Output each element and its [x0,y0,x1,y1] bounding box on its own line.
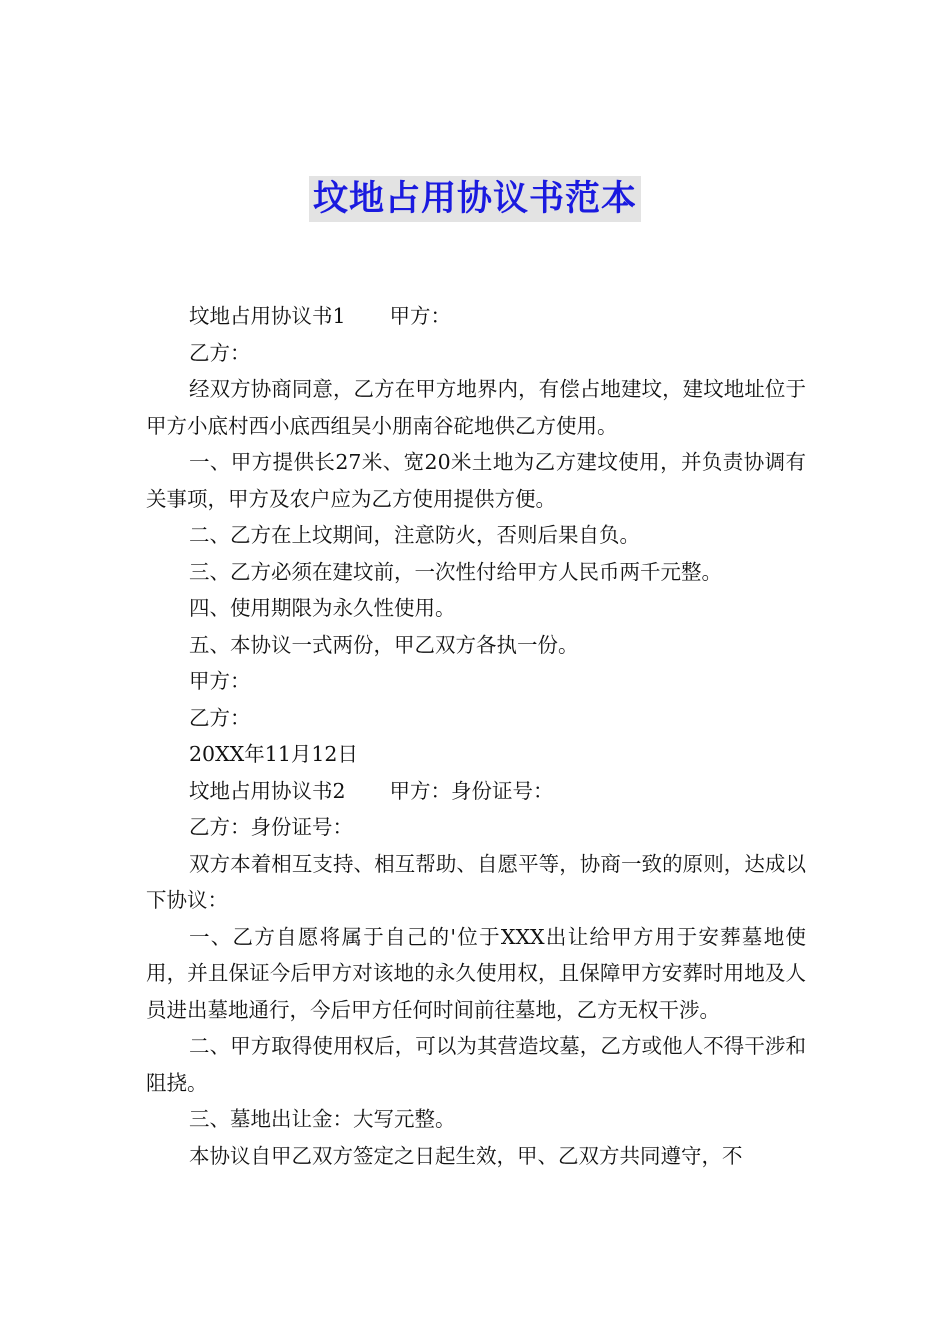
paragraph: 本协议自甲乙双方签定之日起生效，甲、乙双方共同遵守，不 [189,1143,743,1168]
party-a-id-label: 甲方：身份证号： [389,778,554,803]
section-heading: 坟地占用协议书1 [189,304,346,328]
paragraph: 经双方协商同意，乙方在甲方地界内，有偿占地建坟，建坟地址位于甲方小底村西小底西组吴小朋南谷砣地供乙方使用。 [146,377,806,438]
signature-date: 20XX年11月12日 [189,742,358,766]
party-b-id-label: 乙方：身份证号： [189,815,353,839]
paragraph-agreement-2-header [146,773,806,810]
paragraph: 乙方： [189,340,251,365]
paragraph: 二、甲方取得使用权后，可以为其营造坟墓，乙方或他人不得干涉和阻挠。 [146,1034,806,1095]
party-a-label: 甲方： [389,304,452,328]
paragraph: 一、乙方自愿将属于自己的'位于XXX出让给甲方用于安葬墓地使用，并且保证今后甲方对该地的永久使用权，且保障甲方安葬时用地及人员进出墓地通行，今后甲方任何时间前往墓地，乙方无权干涉。 [146,924,806,1022]
paragraph: 一、甲方提供长27米、宽20米土地为乙方建坟使用，并负责协调有关事项，甲方及农户应为乙方使用提供方便。 [146,450,806,511]
document-body [146,298,806,1174]
document-title: 坟地占用协议书范本 [309,176,641,222]
paragraph: 二、乙方在上坟期间，注意防火，否则后果自负。 [189,523,640,547]
paragraph: 五、本协议一式两份，甲乙双方各执一份。 [189,632,579,657]
section-heading: 坟地占用协议书2 [189,778,346,803]
paragraph: 三、墓地出让金：大写元整。 [189,1107,456,1131]
paragraph: 三、乙方必须在建坟前，一次性付给甲方人民币两千元整。 [189,559,722,584]
paragraph: 四、使用期限为永久性使用。 [189,596,456,620]
signature-party-b: 乙方： [189,705,251,730]
paragraph-agreement-1-header [146,298,806,335]
signature-party-a: 甲方： [189,669,251,693]
title-container [0,176,950,222]
paragraph: 双方本着相互支持、相互帮助、自愿平等，协商一致的原则，达成以下协议： [146,851,806,912]
